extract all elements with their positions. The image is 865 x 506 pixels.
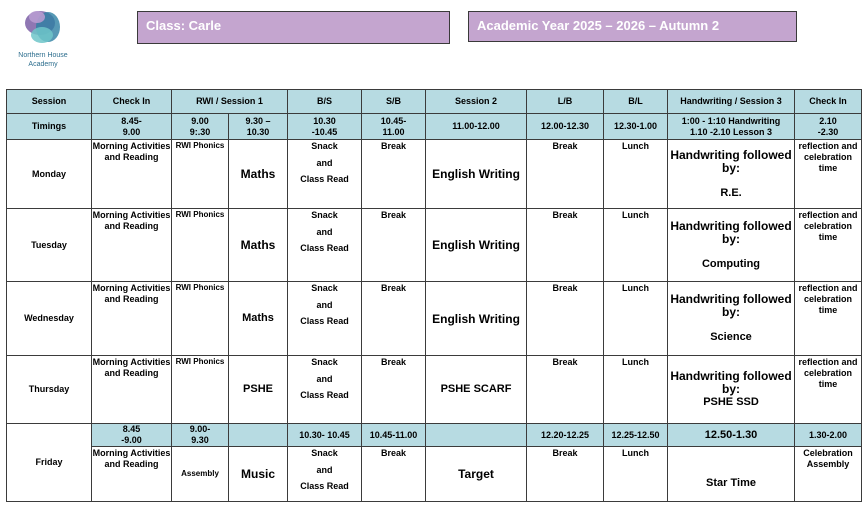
day-name: Monday	[7, 140, 92, 209]
session-1-activity: Maths	[229, 282, 288, 356]
bs-activity	[288, 447, 362, 502]
and-text: and	[316, 158, 333, 168]
timing-check-in: 8.45- 9.00	[92, 114, 172, 140]
and-text: and	[316, 374, 333, 384]
and-text: and	[316, 465, 333, 475]
bl-activity: Lunch	[604, 447, 668, 502]
day-row-tuesday	[7, 209, 862, 282]
session-1-activity: Maths	[229, 209, 288, 282]
bl-activity: Lunch	[604, 140, 668, 209]
session-2-activity: English Writing	[426, 209, 527, 282]
header-row	[7, 90, 862, 114]
class-read-text: Class Read	[300, 174, 349, 184]
day-name-friday: Friday	[7, 424, 92, 502]
friday-timing-lb: 12.20-12.25	[527, 424, 604, 447]
day-row-wednesday	[7, 282, 862, 356]
snack-text: Snack	[311, 448, 338, 458]
check-in-2-activity: reflection and celebration time	[795, 209, 862, 282]
timing-handwriting: 1:00 - 1:10 Handwriting 1.10 -2.10 Lesson 3	[668, 114, 795, 140]
handwriting-activity	[668, 282, 795, 356]
session-3-subject: R.E.	[720, 186, 742, 199]
timing-rwi: 9.00 9:.30	[172, 114, 229, 140]
handwriting-text: Handwriting followed by:	[670, 292, 792, 319]
friday-timings-row	[7, 424, 862, 447]
bl-activity: Lunch	[604, 282, 668, 356]
sb-activity: Break	[362, 356, 426, 424]
handwriting-text: Handwriting followed by:	[670, 218, 792, 246]
sb-activity: Break	[362, 140, 426, 209]
session-2-activity: English Writing	[426, 140, 527, 209]
day-row-friday	[7, 447, 862, 502]
bs-activity	[288, 356, 362, 424]
logo-icon	[20, 3, 68, 51]
friday-timing-bs: 10.30- 10.45	[288, 424, 362, 447]
academic-year-label: Academic Year 2025 – 2026 – Autumn 2	[468, 11, 797, 42]
lb-activity: Break	[527, 140, 604, 209]
handwriting-activity	[668, 209, 795, 282]
day-name: Wednesday	[7, 282, 92, 356]
timing-check-in-2: 2.10 -2.30	[795, 114, 862, 140]
session-3-subject: Science	[710, 331, 752, 343]
logo-line-1: Northern House	[18, 52, 68, 59]
timing-bl: 12.30-1.00	[604, 114, 668, 140]
handwriting-text: Handwriting followed by:	[670, 369, 792, 396]
friday-timing-sb: 10.45-11.00	[362, 424, 426, 447]
friday-timing-check-in-2: 1.30-2.00	[795, 424, 862, 447]
rwi-activity: RWI Phonics	[172, 356, 229, 424]
session-3-subject: PSHE SSD	[703, 396, 759, 408]
lb-activity: Break	[527, 282, 604, 356]
timing-bs: 10.30 -10.45	[288, 114, 362, 140]
friday-timing-rwi: 9.00- 9.30	[172, 424, 229, 447]
class-label: Class: Carle	[137, 11, 450, 44]
timing-sb: 10.45- 11.00	[362, 114, 426, 140]
lb-activity: Break	[527, 209, 604, 282]
check-in-activity: Morning Activities and Reading	[92, 209, 172, 282]
session-2-activity: English Writing	[426, 282, 527, 356]
col-header-session-2: Session 2	[426, 90, 527, 114]
snack-text: Snack	[311, 141, 338, 151]
bl-activity: Lunch	[604, 209, 668, 282]
col-header-handwriting: Handwriting / Session 3	[668, 90, 795, 114]
check-in-activity: Morning Activities and Reading	[92, 140, 172, 209]
col-header-rwi-session-1: RWI / Session 1	[172, 90, 288, 114]
handwriting-activity	[668, 140, 795, 209]
col-header-bl: B/L	[604, 90, 668, 114]
sb-activity: Break	[362, 447, 426, 502]
day-name: Tuesday	[7, 209, 92, 282]
timetable	[6, 89, 862, 502]
col-header-sb: S/B	[362, 90, 426, 114]
check-in-activity: Morning Activities and Reading	[92, 356, 172, 424]
timing-session-1: 9.30 – 10.30	[229, 114, 288, 140]
bs-activity	[288, 282, 362, 356]
check-in-activity: Morning Activities and Reading	[92, 447, 172, 502]
check-in-2-activity: Celebration Assembly	[795, 447, 862, 502]
lb-activity: Break	[527, 356, 604, 424]
snack-text: Snack	[311, 210, 338, 220]
and-text: and	[316, 227, 333, 237]
friday-timing-check-in: 8.45 -9.00	[92, 424, 172, 447]
col-header-session: Session	[7, 90, 92, 114]
session-3-subject: Computing	[701, 257, 761, 270]
friday-timing-bl: 12.25-12.50	[604, 424, 668, 447]
bs-activity	[288, 209, 362, 282]
day-row-monday	[7, 140, 862, 209]
class-read-text: Class Read	[300, 390, 349, 400]
session-2-activity: PSHE SCARF	[426, 356, 527, 424]
col-header-check-in-2: Check In	[795, 90, 862, 114]
check-in-activity: Morning Activities and Reading	[92, 282, 172, 356]
handwriting-activity: Star Time	[668, 447, 795, 502]
logo-text	[4, 51, 82, 69]
rwi-activity: RWI Phonics	[172, 140, 229, 209]
friday-timing-handwriting: 12.50-1.30	[668, 424, 795, 447]
timing-session-2: 11.00-12.00	[426, 114, 527, 140]
and-text: and	[316, 300, 333, 310]
check-in-2-activity: reflection and celebration time	[795, 282, 862, 356]
session-1-activity: Music	[229, 447, 288, 502]
class-read-text: Class Read	[300, 243, 349, 253]
check-in-2-activity: reflection and celebration time	[795, 140, 862, 209]
handwriting-activity	[668, 356, 795, 424]
logo-line-2: Academy	[28, 61, 58, 68]
session-2-activity: Target	[426, 447, 527, 502]
friday-timing-session-2	[426, 424, 527, 447]
timings-row	[7, 114, 862, 140]
day-row-thursday	[7, 356, 862, 424]
bs-activity	[288, 140, 362, 209]
timing-lb: 12.00-12.30	[527, 114, 604, 140]
col-header-lb: L/B	[527, 90, 604, 114]
lb-activity: Break	[527, 447, 604, 502]
day-name: Thursday	[7, 356, 92, 424]
academy-logo	[4, 3, 82, 71]
sb-activity: Break	[362, 209, 426, 282]
timings-label: Timings	[7, 114, 92, 140]
snack-text: Snack	[311, 283, 338, 293]
sb-activity: Break	[362, 282, 426, 356]
handwriting-text: Handwriting followed by:	[670, 147, 792, 175]
rwi-activity: Assembly	[172, 447, 229, 502]
friday-timing-session-1	[229, 424, 288, 447]
rwi-activity: RWI Phonics	[172, 282, 229, 356]
snack-text: Snack	[311, 357, 338, 367]
col-header-check-in: Check In	[92, 90, 172, 114]
session-1-activity: Maths	[229, 140, 288, 209]
col-header-bs: B/S	[288, 90, 362, 114]
class-read-text: Class Read	[300, 316, 349, 326]
class-read-text: Class Read	[300, 481, 349, 491]
rwi-activity: RWI Phonics	[172, 209, 229, 282]
bl-activity: Lunch	[604, 356, 668, 424]
session-1-activity: PSHE	[229, 356, 288, 424]
check-in-2-activity: reflection and celebration time	[795, 356, 862, 424]
